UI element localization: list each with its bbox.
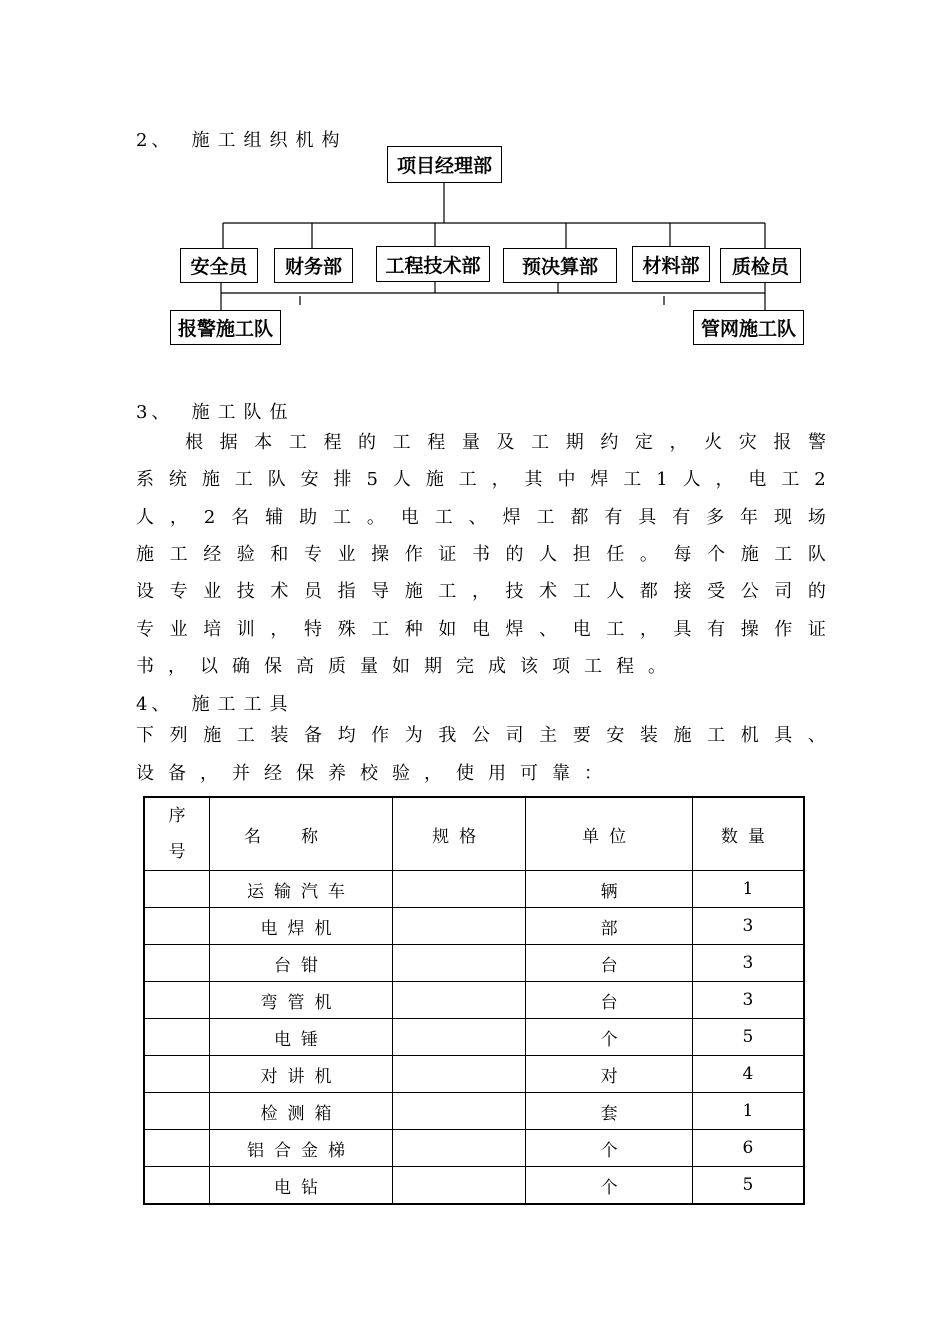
table-row: [144, 945, 804, 982]
org-box-budget: 预决算部: [503, 248, 617, 283]
table-row: [144, 1093, 804, 1130]
team-paragraph-line: [136, 542, 826, 568]
cell-no: [144, 1167, 210, 1205]
paragraph-text: 系 统 施 工 队 安 排 5 人 施 工 ， 其 中 焊 工 1 人 ， 电 工 2: [136, 469, 826, 490]
section-title-text: 施工队伍: [191, 402, 296, 423]
cell-name: 电焊机: [210, 908, 393, 945]
cell-no: [144, 945, 210, 982]
cell-no: [144, 908, 210, 945]
cell-name: 电锤: [210, 1019, 393, 1056]
table-row: [144, 1056, 804, 1093]
cell-name: 铝合金梯: [210, 1130, 393, 1167]
cell-name: 对讲机: [210, 1056, 393, 1093]
section-number: 4、: [136, 694, 174, 715]
table-row: [144, 871, 804, 908]
cell-name: 电钻: [210, 1167, 393, 1205]
header-text: 序号: [168, 806, 186, 862]
header-spec: 规格: [392, 797, 526, 871]
cell-unit: 部: [526, 908, 692, 945]
paragraph-text: 人 ， 2 名 辅 助 工 。 电 工 、 焊 工 都 有 具 有 多 年 现 场: [136, 507, 826, 528]
cell-spec: [392, 982, 526, 1019]
cell-spec: [392, 1167, 526, 1205]
cell-qty: 5: [692, 1167, 804, 1205]
paragraph-text: 施 工 经 验 和 专 业 操 作 证 书 的 人 担 任 。 每 个 施 工 队: [136, 544, 826, 565]
cell-name: 台钳: [210, 945, 393, 982]
org-box-finance: 财务部: [274, 248, 353, 283]
tools-table-body: [144, 871, 804, 1205]
cell-unit: 个: [526, 1130, 692, 1167]
header-no: [144, 797, 210, 871]
table-header-row: [144, 797, 804, 871]
cell-qty: 3: [692, 945, 804, 982]
table-row: [144, 908, 804, 945]
header-unit: 单位: [526, 797, 692, 871]
cell-unit: 套: [526, 1093, 692, 1130]
cell-unit: 台: [526, 945, 692, 982]
cell-no: [144, 1019, 210, 1056]
cell-no: [144, 982, 210, 1019]
tools-paragraph-line: [136, 723, 826, 749]
paragraph-text: 设 备 ， 并 经 保 养 校 验 ， 使 用 可 靠 ：: [136, 763, 602, 784]
cell-unit: 辆: [526, 871, 692, 908]
table-row: [144, 1130, 804, 1167]
cell-name: 弯管机: [210, 982, 393, 1019]
tools-paragraph-line: [136, 761, 826, 787]
paragraph-text: 设 专 业 技 术 员 指 导 施 工 ， 技 术 工 人 都 接 受 公 司 的: [136, 581, 826, 602]
paragraph-text: 书 ， 以 确 保 高 质 量 如 期 完 成 该 项 工 程 。: [136, 656, 666, 677]
org-box-engineering: 工程技术部: [376, 246, 490, 282]
cell-unit: 台: [526, 982, 692, 1019]
paragraph-text: 专 业 培 训 ， 特 殊 工 种 如 电 焊 、 电 工 ， 具 有 操 作 证: [136, 619, 826, 640]
cell-qty: 6: [692, 1130, 804, 1167]
cell-no: [144, 871, 210, 908]
paragraph-text: 下 列 施 工 装 备 均 作 为 我 公 司 主 要 安 装 施 工 机 具 、: [136, 725, 826, 746]
cell-qty: 3: [692, 908, 804, 945]
team-paragraph-line: [136, 617, 826, 643]
table-row: [144, 1167, 804, 1205]
team-paragraph-line: [136, 654, 826, 680]
cell-spec: [392, 1019, 526, 1056]
cell-unit: 个: [526, 1019, 692, 1056]
paragraph-text: 根 据 本 工 程 的 工 程 量 及 工 期 约 定 ， 火 灾 报 警: [185, 432, 826, 453]
header-qty: 数量: [692, 797, 804, 871]
section-title-tools: [136, 690, 295, 716]
team-paragraph-line: [185, 430, 826, 456]
table-row: [144, 982, 804, 1019]
cell-no: [144, 1093, 210, 1130]
cell-no: [144, 1130, 210, 1167]
cell-spec: [392, 945, 526, 982]
cell-no: [144, 1056, 210, 1093]
team-paragraph-line: [136, 467, 826, 493]
section-title-text: 施工组织机构: [191, 130, 348, 151]
team-paragraph-line: [136, 579, 826, 605]
team-paragraph-line: [136, 505, 826, 531]
cell-qty: 1: [692, 1093, 804, 1130]
section-number: 2、: [136, 130, 174, 151]
org-box-materials: 材料部: [632, 246, 710, 282]
org-box-quality: 质检员: [720, 248, 801, 283]
org-box-pipe-team: 管网施工队: [693, 310, 804, 345]
section-title-text: 施工工具: [191, 694, 296, 715]
cell-qty: 3: [692, 982, 804, 1019]
cell-unit: 对: [526, 1056, 692, 1093]
cell-spec: [392, 1093, 526, 1130]
table-row: [144, 1019, 804, 1056]
cell-unit: 个: [526, 1167, 692, 1205]
section-title-team: [136, 398, 295, 424]
header-name: 名称: [210, 797, 393, 871]
cell-name: 运输汽车: [210, 871, 393, 908]
cell-qty: 4: [692, 1056, 804, 1093]
cell-spec: [392, 1130, 526, 1167]
cell-spec: [392, 871, 526, 908]
org-box-project-manager: 项目经理部: [387, 146, 502, 183]
cell-qty: 5: [692, 1019, 804, 1056]
cell-name: 检测箱: [210, 1093, 393, 1130]
cell-spec: [392, 908, 526, 945]
tools-table: [143, 796, 805, 1205]
cell-spec: [392, 1056, 526, 1093]
org-box-alarm-team: 报警施工队: [170, 310, 281, 345]
cell-qty: 1: [692, 871, 804, 908]
section-number: 3、: [136, 402, 174, 423]
org-box-safety: 安全员: [180, 248, 258, 283]
